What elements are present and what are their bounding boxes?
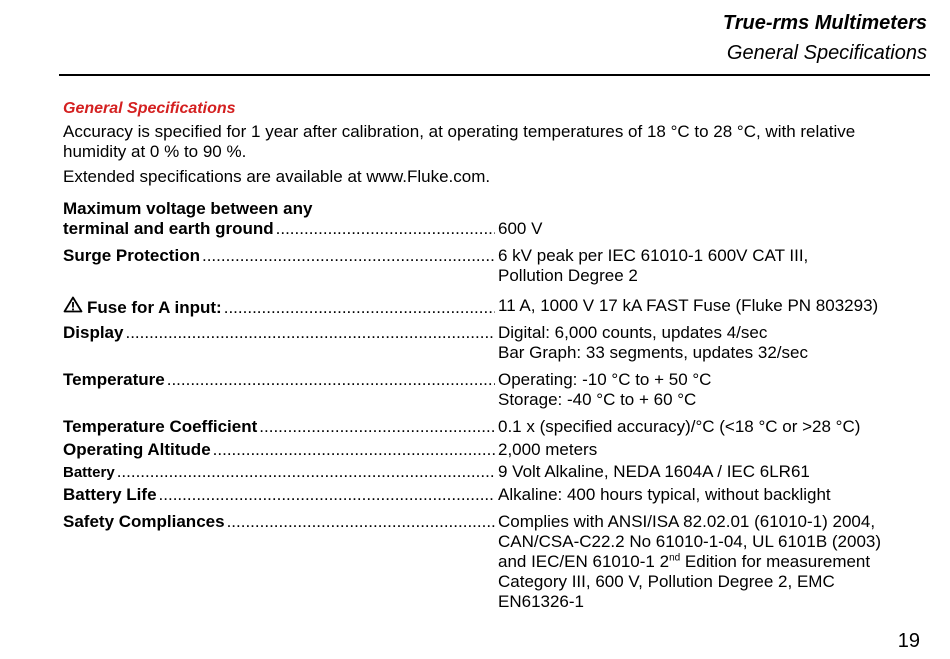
spec-value: EN61326-1 bbox=[498, 592, 585, 611]
spec-label: Battery Life bbox=[63, 485, 157, 504]
spec-value-text: Edition for measurement bbox=[680, 552, 871, 571]
spec-value: 2,000 meters bbox=[498, 440, 598, 459]
spec-value: Storage: -40 °C to + 60 °C bbox=[498, 390, 697, 409]
spec-value: Bar Graph: 33 segments, updates 32/sec bbox=[498, 343, 808, 362]
spec-value: 6 kV peak per IEC 61010-1 600V CAT III, bbox=[498, 246, 809, 265]
spec-value: Operating: -10 °C to + 50 °C bbox=[498, 370, 712, 389]
spec-battery-life bbox=[63, 485, 933, 505]
dot-leader bbox=[227, 512, 495, 532]
spec-label: Safety Compliances bbox=[63, 512, 225, 531]
spec-value bbox=[498, 552, 930, 572]
warning-triangle-icon bbox=[63, 296, 83, 313]
spec-temperature bbox=[63, 370, 933, 409]
intro-paragraph: Accuracy is specified for 1 year after calibration, at operating temperatures of 18 °C to 28 °C, with relative humidity at 0 % to 90 %. bbox=[63, 122, 856, 161]
spec-value-text: and IEC/EN 61010-1 2 bbox=[498, 552, 670, 571]
dot-leader bbox=[276, 219, 495, 239]
spec-safety-compliances bbox=[63, 512, 933, 611]
header-divider bbox=[59, 74, 930, 76]
dot-leader bbox=[159, 485, 495, 505]
page-number: 19 bbox=[897, 630, 920, 652]
spec-fuse bbox=[63, 296, 933, 318]
spec-surge-protection bbox=[63, 246, 933, 285]
spec-value: 11 A, 1000 V 17 kA FAST Fuse (Fluke PN 803293) bbox=[498, 296, 879, 315]
spec-label: terminal and earth ground bbox=[63, 219, 274, 238]
ordinal-suffix: nd bbox=[669, 552, 681, 564]
spec-value: CAN/CSA-C22.2 No 61010-1-04, UL 6101B (2003) bbox=[498, 532, 882, 551]
spec-value: Alkaline: 400 hours typical, without backlight bbox=[498, 485, 831, 504]
spec-display bbox=[63, 323, 933, 362]
header-title: True-rms Multimeters bbox=[722, 12, 927, 34]
dot-leader bbox=[259, 417, 495, 437]
spec-temperature-coefficient bbox=[63, 417, 933, 437]
spec-label: Maximum voltage between any bbox=[63, 199, 313, 218]
spec-value: 9 Volt Alkaline, NEDA 1604A / IEC 6LR61 bbox=[498, 462, 810, 481]
dot-leader bbox=[125, 323, 495, 343]
spec-value: Pollution Degree 2 bbox=[498, 266, 638, 285]
dot-leader bbox=[167, 370, 495, 390]
section-title: General Specifications bbox=[63, 100, 236, 117]
spec-label: Fuse for A input: bbox=[87, 298, 222, 317]
spec-label: Temperature Coefficient bbox=[63, 417, 258, 436]
spec-label: Temperature bbox=[63, 370, 165, 389]
spec-value: Complies with ANSI/ISA 82.02.01 (61010-1) 2004, bbox=[498, 512, 876, 531]
spec-label: Surge Protection bbox=[63, 246, 200, 265]
spec-value: Category III, 600 V, Pollution Degree 2, EMC bbox=[498, 572, 835, 591]
spec-label: Battery bbox=[63, 464, 115, 481]
spec-label: Operating Altitude bbox=[63, 440, 211, 459]
spec-battery bbox=[63, 462, 933, 483]
extended-specs-note: Extended specifications are available at www.Fluke.com. bbox=[63, 167, 491, 186]
spec-value: 0.1 x (specified accuracy)/°C (<18 °C or >28 °C) bbox=[498, 417, 861, 436]
dot-leader bbox=[213, 440, 495, 460]
spec-value: Digital: 6,000 counts, updates 4/sec bbox=[498, 323, 768, 342]
spec-value: 600 V bbox=[498, 219, 543, 238]
spec-max-voltage bbox=[63, 199, 933, 239]
spec-operating-altitude bbox=[63, 440, 933, 460]
dot-leader bbox=[224, 298, 495, 318]
spec-label: Display bbox=[63, 323, 124, 342]
dot-leader bbox=[117, 462, 495, 482]
header-subtitle: General Specifications bbox=[726, 42, 927, 64]
dot-leader bbox=[202, 246, 495, 266]
